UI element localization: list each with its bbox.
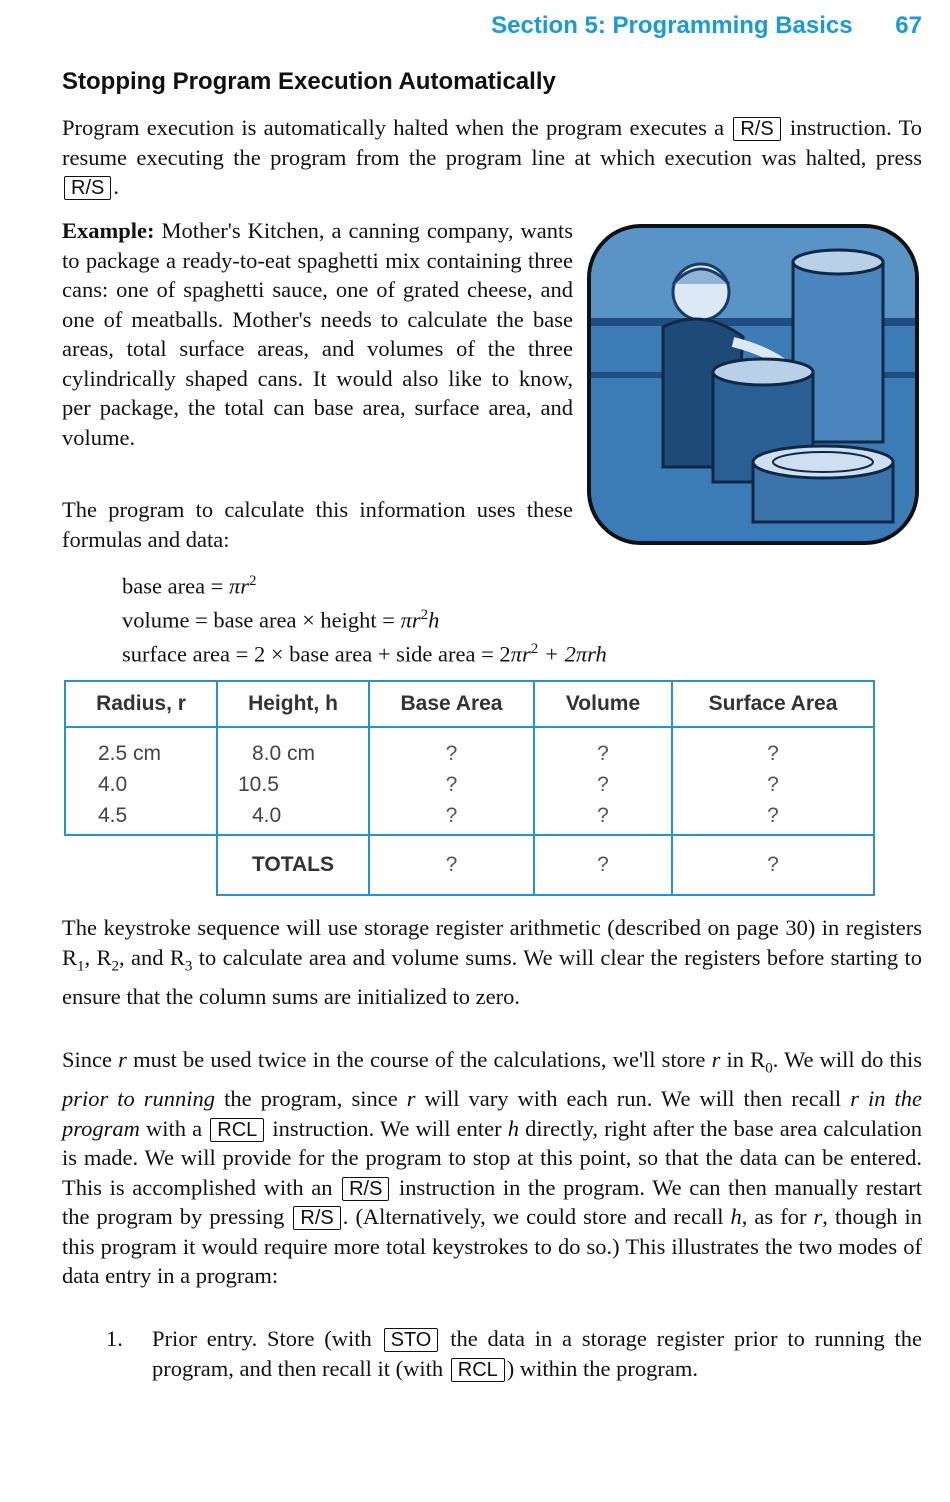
text: 2 — [530, 641, 539, 657]
cell: ? — [597, 804, 609, 827]
col-header-radius: Radius, r — [65, 681, 217, 727]
text: surface area = 2 × base area + side area = 2 — [122, 641, 511, 667]
page-header — [0, 12, 922, 40]
text: , as for — [741, 1204, 814, 1229]
total-volume: ? — [534, 835, 672, 895]
text: πr — [510, 641, 531, 667]
text: . — [113, 174, 119, 199]
cell: ? — [445, 742, 458, 765]
cell: 8.0 cm — [252, 742, 316, 765]
totals-row — [65, 835, 874, 895]
col-header-volume: Volume — [534, 681, 672, 727]
text: πr — [400, 607, 421, 633]
section-title: Section 5: Programming Basics — [491, 12, 853, 39]
formula-base-area — [122, 567, 607, 601]
text: base area = — [122, 573, 229, 599]
rcl-key: RCL — [210, 1118, 264, 1142]
text: r — [711, 1047, 721, 1072]
cell: ? — [767, 773, 779, 796]
base-area-values — [369, 727, 534, 835]
radius-values — [65, 727, 217, 835]
surface-area-values — [672, 727, 874, 835]
text: instruction. To resume executing the program from the program line at which execution was halted, press — [62, 115, 923, 170]
text: , and R — [119, 944, 185, 970]
text: h — [428, 607, 440, 633]
col-header-surface-area: Surface Area — [672, 681, 874, 727]
rs-key: R/S — [293, 1206, 340, 1230]
rcl-key: RCL — [451, 1358, 505, 1382]
text: r — [813, 1204, 823, 1229]
text: 1 — [77, 958, 85, 974]
data-entry-paragraph — [62, 1045, 922, 1291]
text: πr — [229, 573, 250, 599]
text: prior to running — [62, 1086, 216, 1111]
sto-key: STO — [384, 1328, 439, 1352]
text: directly, right after the base area calculation is made. We will provide for the program to stop at this point, so that the data can be entered. This is accomplished with an — [62, 1115, 922, 1200]
text: Program execution is automatically halted when the program executes a — [62, 115, 725, 140]
canning-illustration — [583, 222, 923, 547]
cell: 4.5 — [98, 804, 128, 827]
text: the program, since — [215, 1086, 407, 1111]
total-base-area: ? — [369, 835, 534, 895]
example-text: Mother's Kitchen, a canning company, wants to package a ready-to-eat spaghetti mix containing three cans: one of spaghetti sauce, one of grated cheese, and one of meatballs. Mother's needs to calculate the base areas, total surface areas, and volumes of the three cylindrically shaped cans. It would also like to know, per package, the total can base area, surface area, and volume. — [62, 218, 573, 450]
cell: 10.5 — [238, 773, 279, 796]
cell: ? — [445, 804, 458, 827]
text: 2 — [420, 607, 429, 623]
list-item — [152, 1324, 922, 1383]
text: r — [118, 1047, 127, 1072]
col-header-base-area: Base Area — [369, 681, 534, 727]
text: The keystroke sequence will use storage register arithmetic (described on page 30) in registers R — [62, 915, 922, 970]
text: , R — [84, 944, 112, 970]
cell: ? — [597, 773, 609, 796]
text: + 2πrh — [538, 641, 607, 667]
col-header-height: Height, h — [217, 681, 369, 727]
formula-block — [122, 567, 607, 669]
text: r in the program — [62, 1086, 922, 1141]
cell: ? — [597, 742, 609, 765]
text: to calculate area and volume sums. We will clear the registers before starting to ensure that the column sums are initialized to zero. — [62, 944, 922, 1009]
formula-surface-area — [122, 635, 607, 669]
height-values — [217, 727, 369, 835]
example-paragraph — [62, 216, 573, 452]
text: Prior entry. Store (with — [152, 1326, 372, 1351]
text: 2 — [249, 573, 257, 589]
text: with a — [139, 1115, 203, 1141]
text: , though in this program it would require more total keystrokes to do so.) This illustrates the two modes of data entry in a program: — [62, 1204, 922, 1288]
section-heading: Stopping Program Execution Automatically — [62, 68, 556, 95]
text: . (Alternatively, we could store and recall — [342, 1204, 731, 1229]
formulas-intro: The program to calculate this information uses these formulas and data: — [62, 497, 573, 552]
table-row — [65, 727, 874, 835]
example-label: Example: — [62, 218, 155, 243]
formula-volume — [122, 601, 607, 635]
text: 0 — [765, 1060, 773, 1077]
cell: 4.0 — [98, 773, 128, 796]
cell: 4.0 — [252, 804, 282, 827]
empty-cell — [65, 835, 217, 895]
text: 2 — [111, 958, 120, 974]
cell: 2.5 cm — [98, 742, 162, 765]
text: in R — [720, 1047, 766, 1072]
volume-values — [534, 727, 672, 835]
cell: ? — [445, 773, 458, 796]
rs-key: R/S — [64, 176, 111, 200]
totals-label: TOTALS — [217, 835, 369, 895]
text: 3 — [184, 958, 193, 974]
text: must be used twice in the course of the calculations, we'll store — [126, 1047, 712, 1072]
total-surface-area: ? — [672, 835, 874, 895]
rs-key: R/S — [733, 117, 780, 141]
cell: ? — [767, 804, 779, 827]
text: h — [730, 1204, 742, 1229]
text: volume = base area × height = — [122, 607, 401, 633]
text: Since — [62, 1047, 119, 1072]
can-data-table — [64, 680, 875, 896]
text: instruction. We will enter — [272, 1115, 508, 1141]
rs-key: R/S — [342, 1177, 389, 1201]
table-header-row — [65, 681, 874, 727]
page-number: 67 — [895, 12, 922, 39]
text: ) within the program. — [506, 1355, 699, 1381]
text: . We will do this — [772, 1047, 922, 1072]
text: r — [406, 1086, 416, 1111]
register-paragraph — [62, 913, 922, 1011]
text: the data in a storage register prior to running the program, and then recall it (with — [152, 1326, 923, 1381]
text: h — [507, 1115, 519, 1141]
list-number: 1. — [106, 1326, 123, 1351]
cell: ? — [767, 742, 779, 765]
text: will vary with each run. We will then recall — [415, 1086, 851, 1111]
text: instruction in the program. We can then manually restart the program by pressing — [62, 1174, 923, 1229]
intro-paragraph — [62, 113, 922, 202]
